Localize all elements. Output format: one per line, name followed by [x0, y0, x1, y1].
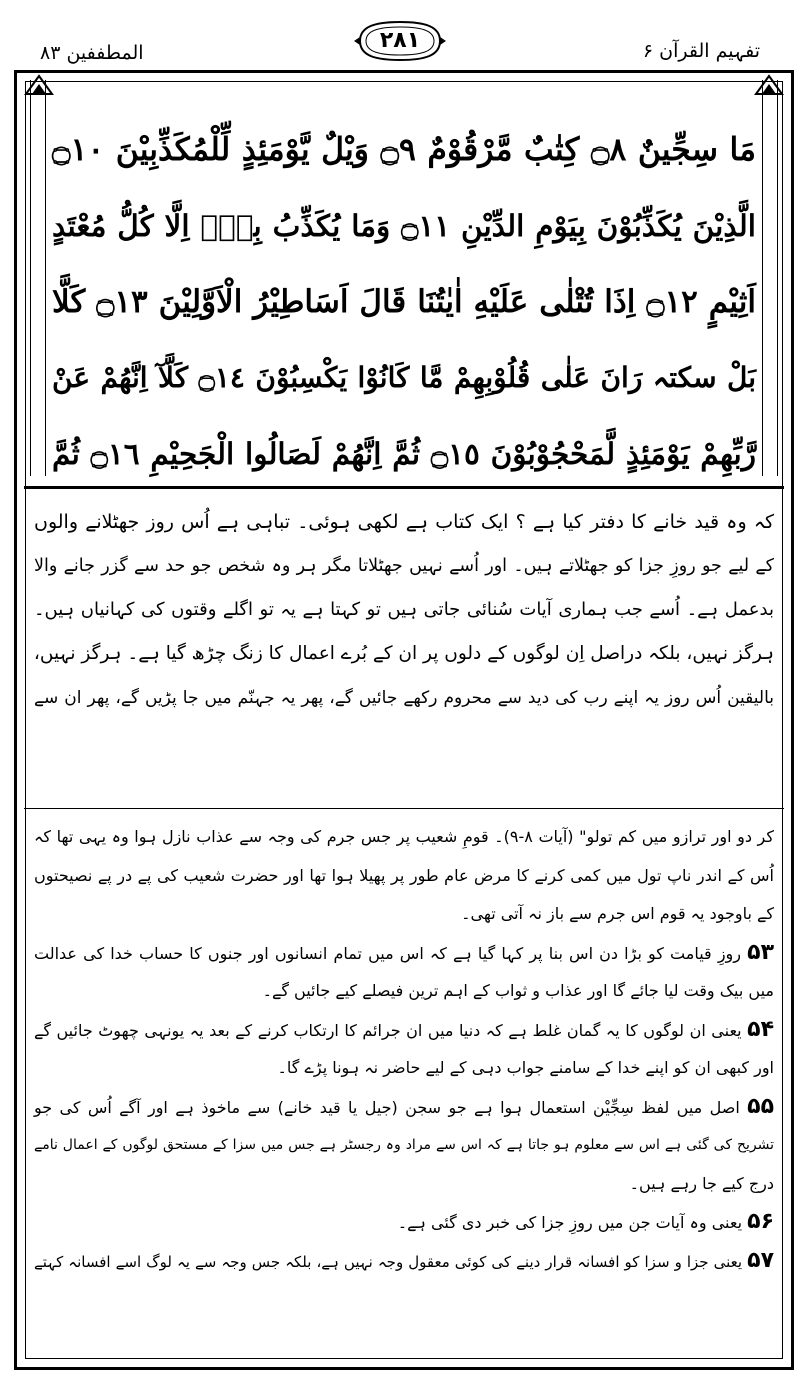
arabic-line: بَلْ سكتہ رَانَ عَلٰى قُلُوْبِهِمْ مَّا كَانُوْا يَكْسِبُوْنَ ۝١٤ كَلَّآ اِنَّهُمْ عَنْ [52, 361, 756, 394]
footnote-number: ۵۴ [747, 1016, 774, 1042]
footnote-line: اور کبھی ان کو اپنے خدا کے سامنے جواب دہی کے لیے حاضر نہ ہونا پڑے گا۔ [277, 1058, 774, 1077]
translation-line: کہ وہ قید خانے کا دفتر کیا ہے ؟ ایک کتاب ہے لکھی ہوئی۔ تباہی ہے اُس روز جھٹلانے والوں [34, 511, 774, 533]
footnote-line: اُس کے اندر ناپ تول میں کمی کرنے کا مرض عام طور پر پھیلا ہوا تھا اور حضرت شعیب کی پے در پے نصیحتوں [34, 865, 774, 885]
translation-line: بالیقین اُس روز یہ اپنے رب کی دید سے محروم رکھے جائیں گے، پھر یہ جہنّم میں جا پڑیں گے، پھر ان سے [34, 688, 774, 708]
footnote-line: تشریح کی گئی ہے اس سے معلوم ہو جاتا ہے کہ اس سے مراد وہ رجسٹر ہے جس میں سزا کے مستحق لوگوں کے اعمال نامے [34, 1137, 774, 1153]
footnote-line: ۵۶ یعنی وہ آیات جن میں روزِ جزا کی خبر دی گئی ہے۔ [397, 1209, 774, 1234]
footnote-line: ۵۳ روزِ قیامت کو بڑا دن اس بنا پر کہا گیا ہے کہ اس میں تمام انسانوں اور جنوں کا حساب خدا کی عدالت [34, 939, 774, 965]
section-divider [24, 486, 784, 489]
page-number: ۲۸۱ [379, 28, 421, 53]
footnote-number: ۵۵ [747, 1093, 774, 1119]
translation-line: ہرگز نہیں، بلکہ دراصل اِن لوگوں کے دلوں پر ان کے بُرے اعمال کا زنگ چڑھ گیا ہے۔ ہرگز نہیں، [33, 643, 774, 664]
footnote-line: میں بیک وقت لیا جائے گا اور عذاب و ثواب کے اہم ترین فیصلے کیے جائیں گے۔ [262, 981, 774, 1000]
footnote-line: ۵۷ یعنی جزا و سزا کو افسانہ قرار دینے کی کوئی معقول وجہ نہیں ہے، بلکہ جس وجہ سے یہ لوگ اسے افسانہ کہتے [34, 1247, 774, 1273]
footnote-line: ۵۵ اصل میں لفظ سِجِّیْن استعمال ہوا ہے جو سجن (جیل یا قید خانے) سے ماخوذ ہے اور آگے اُس کی جو [34, 1093, 774, 1119]
footnote-divider [24, 808, 784, 809]
arabic-line: الَّذِيْنَ يُكَذِّبُوْنَ بِيَوْمِ الدِّيْنِ ۝١١ وَمَا يُكَذِّبُ بِهٖٓ اِلَّا كُلُّ مُعْتَدٍ [52, 208, 756, 243]
urdu-translation-block [34, 500, 774, 720]
arabic-line: رَّبِّهِمْ يَوْمَئِذٍ لَّمَحْجُوْبُوْنَ ۝١٥ ثُمَّ اِنَّهُمْ لَصَالُوا الْجَحِيْمِ ۝١٦ ثُمَّ [52, 436, 756, 471]
footnote-line: کر دو اور ترازو میں کم تولو" (آیات ۸-۹)۔ قومِ شعیب پر جس جرم کی وجہ سے عذاب نازل ہوا وہ یہی تھا کہ [34, 827, 775, 846]
page-number-cartouche [352, 18, 448, 64]
translation-line: کے لیے جو روزِ جزا کو جھٹلاتے ہیں۔ اور اُسے نہیں جھٹلاتا مگر ہر وہ شخص جو حد سے گزر جانے والا [34, 556, 774, 576]
footnote-line: درج کیے جا رہے ہیں۔ [629, 1173, 774, 1193]
footnotes-block [34, 818, 774, 1280]
arabic-line: اَثِيْمٍ ۝١٢ اِذَا تُتْلٰى عَلَيْهِ اٰيٰتُنَا قَالَ اَسَاطِيْرُ الْاَوَّلِيْنَ ۝١٣ كَلَّا [52, 284, 756, 320]
footnote-number: ۵۶ [747, 1209, 774, 1234]
footnote-number: ۵۳ [747, 939, 774, 965]
surah-name: المطففین ۸۳ [40, 42, 144, 64]
side-pillar-right [762, 80, 778, 476]
translation-line: بدعمل ہے۔ اُسے جب ہماری آیات سُنائی جاتی ہیں تو کہتا ہے یہ تو اگلے وقتوں کی کہانیاں ہیں۔ [34, 599, 774, 620]
page-header [0, 12, 808, 72]
book-title: تفہیم القرآن ۶ [642, 40, 760, 62]
side-pillar-left [30, 80, 46, 476]
footnote-number: ۵۷ [747, 1247, 774, 1273]
arabic-text-block [52, 112, 756, 492]
footnote-line: ۵۴ یعنی ان لوگوں کا یہ گمان غلط ہے کہ دنیا میں ان جرائم کا ارتکاب کرنے کے بعد یہ یونہی چھوٹ جائیں گے [34, 1016, 774, 1042]
footnote-line: کے باوجود یہ قوم اس جرم سے باز نہ آتی تھی۔ [461, 904, 774, 923]
arabic-line: مَا سِجِّينٌ ۝٨ كِتٰبٌ مَّرْقُوْمٌ ۝٩ وَيْلٌ يَّوْمَئِذٍ لِّلْمُكَذِّبِيْنَ ۝١٠ [52, 131, 757, 168]
